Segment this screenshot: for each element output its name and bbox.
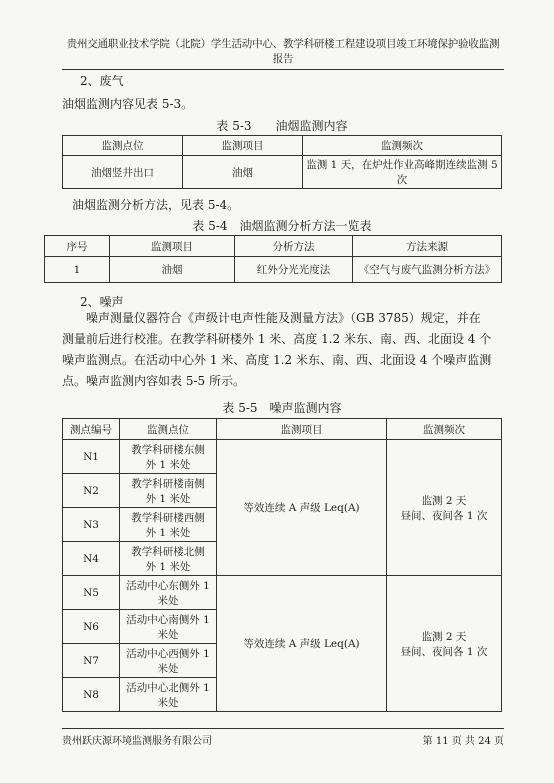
cell-point-id: N1 [63,440,120,474]
cell-item: 油烟 [183,156,303,189]
page-footer [62,728,504,747]
th-frequency: 监测频次 [387,419,502,440]
th-location: 监测点位 [120,419,217,440]
cell-frequency: 监测 2 天 昼间、夜间各 1 次 [387,576,502,712]
th-seq: 序号 [45,236,110,257]
table-5-4 [44,235,502,283]
cell-location: 活动中心北侧外 1 米处 [120,678,217,712]
cell-source: 《空气与废气监测分析方法》 [353,257,502,283]
th-source: 方法来源 [353,236,502,257]
cell-seq: 1 [45,257,110,283]
footer-company: 贵州跃庆源环境监测服务有限公司 [62,736,212,747]
cell-point-id: N7 [63,644,120,678]
cell-point-id: N8 [63,678,120,712]
cell-item: 等效连续 A 声级 Leq(A) [217,576,387,712]
section-heading-exhaust: 2、废气 [80,74,124,88]
cell-location: 活动中心东侧外 1 米处 [120,576,217,610]
th-location: 监测点位 [63,136,183,156]
cell-location: 活动中心西侧外 1 米处 [120,644,217,678]
table-5-5 [62,418,502,712]
cell-point-id: N4 [63,542,120,576]
footer-page-number: 第 11 页 共 24 页 [422,736,504,747]
th-frequency: 监测频次 [303,136,502,156]
paragraph-line: 测量前后进行校准。在教学科研楼外 1 米、高度 1.2 米东、南、西、北面设 4 个 [62,332,492,346]
cell-point-id: N2 [63,474,120,508]
caption-table-5-5: 表 5-5 噪声监测内容 [222,401,342,415]
table-5-3 [62,135,502,189]
cell-point-id: N6 [63,610,120,644]
cell-item: 油烟 [110,257,235,283]
page-header: 贵州交通职业技术学院（北院）学生活动中心、教学科研楼工程建设项目竣工环境保护验收监测报告 [62,36,504,70]
cell-location: 活动中心南侧外 1 米处 [120,610,217,644]
cell-point-id: N5 [63,576,120,610]
th-point-id: 测点编号 [63,419,120,440]
cell-point-id: N3 [63,508,120,542]
cell-frequency: 监测 1 天，在炉灶作业高峰期连续监测 5 次 [303,156,502,189]
paragraph-line: 噪声测量仪器符合《声级计电声性能及测量方法》（GB 3785）规定，并在 [86,311,481,325]
caption-table-5-4: 表 5-4 油烟监测分析方法一览表 [192,219,372,233]
cell-method: 红外分光光度法 [235,257,353,283]
cell-location: 油烟竖井出口 [63,156,183,189]
cell-location: 教学科研楼西侧 外 1 米处 [120,508,217,542]
noise-paragraph [62,308,492,392]
paragraph-line: 噪声监测点。在活动中心外 1 米、高度 1.2 米东、南、西、北面设 4 个噪声监测 [62,353,492,367]
th-item: 监测项目 [183,136,303,156]
cell-item: 等效连续 A 声级 Leq(A) [217,440,387,576]
th-method: 分析方法 [235,236,353,257]
th-item: 监测项目 [217,419,387,440]
cell-location: 教学科研楼北侧 外 1 米处 [120,542,217,576]
caption-table-5-3: 表 5-3 油烟监测内容 [216,119,348,133]
intro-table-5-4: 油烟监测分析方法，见表 5-4。 [72,198,240,212]
cell-location: 教学科研楼南侧 外 1 米处 [120,474,217,508]
intro-table-5-3: 油烟监测内容见表 5-3。 [62,97,194,111]
paragraph-line: 点。噪声监测内容如表 5-5 所示。 [62,374,245,388]
cell-frequency: 监测 2 天 昼间、夜间各 1 次 [387,440,502,576]
section-heading-noise: 2、噪声 [80,295,124,309]
th-item: 监测项目 [110,236,235,257]
cell-location: 教学科研楼东侧 外 1 米处 [120,440,217,474]
